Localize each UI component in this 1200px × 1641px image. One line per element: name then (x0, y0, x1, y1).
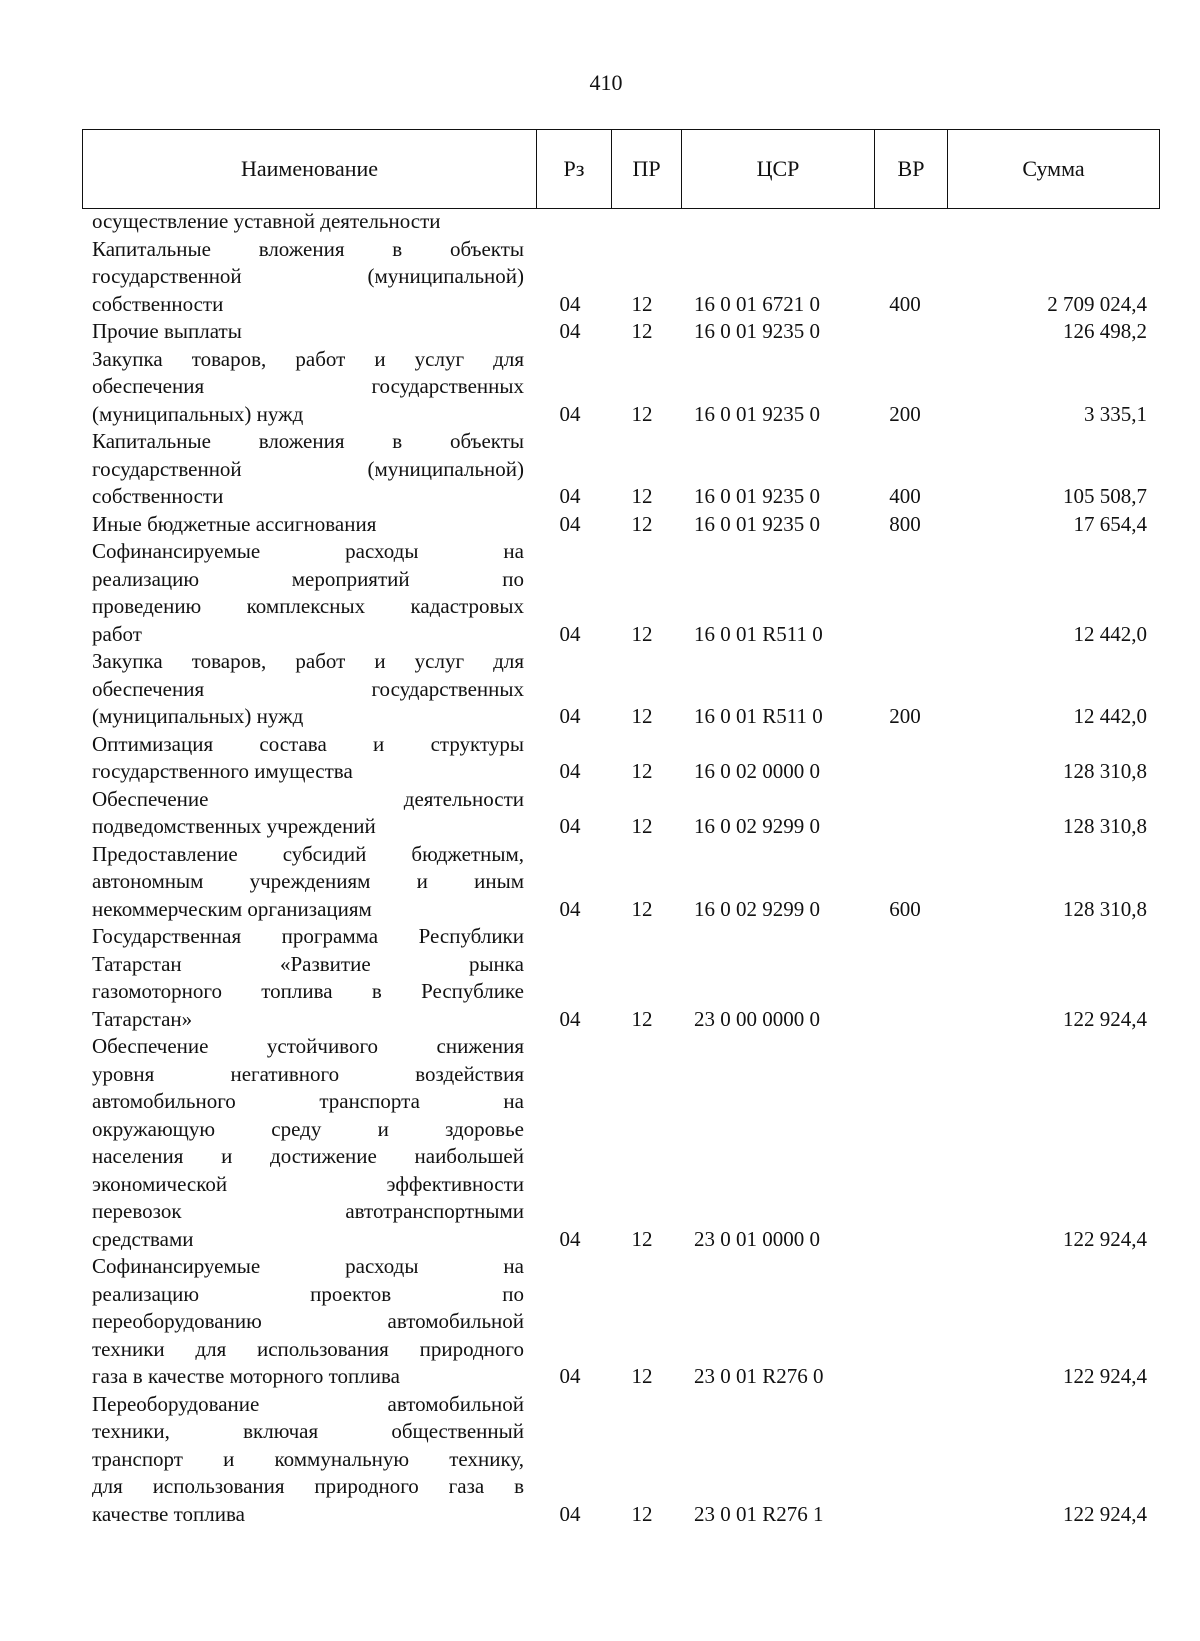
header-name: Наименование (83, 130, 537, 208)
row-name-line: Закупка товаров, работ и услуг для (92, 649, 524, 673)
row-csr: 16 0 02 9299 0 (694, 814, 820, 838)
row-name-line: Оптимизация состава и структуры (92, 731, 524, 756)
page-number: 410 (589, 70, 623, 95)
row-vr: 800 (889, 511, 921, 536)
row-name-line: обеспечения государственных (92, 374, 524, 398)
row-csr: 16 0 01 9235 0 (694, 319, 820, 343)
table-header (82, 129, 1160, 209)
row-sum: 128 310,8 (1063, 896, 1147, 921)
table-row (0, 346, 1200, 429)
row-vr: 200 (889, 401, 921, 426)
row-sum: 128 310,8 (1063, 759, 1147, 783)
row-sum: 122 924,4 (1063, 1006, 1147, 1031)
row-pr: 12 (631, 896, 653, 921)
row-name-line: техники, включая общественный (92, 1419, 524, 1443)
row-rz: 04 (559, 704, 581, 728)
row-name (92, 318, 524, 346)
table-row (0, 1391, 1200, 1529)
row-name-line: автомобильного транспорта на (92, 1089, 524, 1113)
row-rz: 04 (559, 814, 581, 838)
row-name-line: Государственная программа Республики (92, 924, 524, 948)
table-row (0, 511, 1200, 539)
row-name-line: Обеспечение устойчивого снижения (92, 1034, 524, 1058)
row-pr: 12 (631, 319, 653, 343)
header-pr: ПР (612, 130, 682, 208)
row-name (92, 1391, 524, 1529)
row-sum: 17 654,4 (1073, 511, 1147, 536)
table-row (0, 538, 1200, 648)
row-rz: 04 (559, 1501, 581, 1526)
table-row (0, 731, 1200, 786)
row-csr: 23 0 00 0000 0 (694, 1006, 820, 1031)
row-name-line: автономным учреждениям и иным (92, 869, 524, 893)
table-row (0, 1253, 1200, 1391)
row-pr: 12 (631, 484, 653, 508)
row-name-line: окружающую среду и здоровье (92, 1116, 524, 1141)
row-name-line: переоборудованию автомобильной (92, 1309, 524, 1333)
row-name-line: подведомственных учреждений (92, 814, 376, 838)
row-csr: 23 0 01 R276 1 (694, 1501, 824, 1526)
row-name-line: государственной (муниципальной) (92, 456, 524, 481)
row-name-line: обеспечения государственных (92, 676, 524, 701)
row-csr: 16 0 01 9235 0 (694, 484, 820, 508)
row-name-line: Обеспечение деятельности (92, 786, 524, 811)
row-name-line: качестве топлива (92, 1501, 245, 1526)
row-name-line: Предоставление субсидий бюджетным, (92, 841, 524, 866)
row-name-line: населения и достижение наибольшей (92, 1144, 524, 1168)
row-sum: 12 442,0 (1073, 704, 1147, 728)
row-name (92, 1033, 524, 1253)
row-pr: 12 (631, 1006, 653, 1031)
row-name-line: Иные бюджетные ассигнования (92, 511, 377, 536)
row-pr: 12 (631, 621, 653, 646)
row-name-line: (муниципальных) нужд (92, 704, 304, 728)
row-rz: 04 (559, 401, 581, 426)
row-csr: 16 0 01 9235 0 (694, 511, 820, 536)
row-name-line: некоммерческим организациям (92, 896, 372, 921)
row-csr: 16 0 02 0000 0 (694, 759, 820, 783)
row-csr: 16 0 01 9235 0 (694, 401, 820, 426)
row-name-line: работ (92, 621, 142, 646)
row-vr: 400 (889, 291, 921, 316)
row-name-line: газомоторного топлива в Республике (92, 979, 524, 1003)
table-row (0, 786, 1200, 841)
row-sum: 126 498,2 (1063, 319, 1147, 343)
row-name-line: осуществление уставной деятельности (92, 209, 441, 233)
row-name-line: Татарстан «Развитие рынка (92, 951, 524, 976)
row-name-line: средствами (92, 1226, 194, 1251)
header-csr: ЦСР (682, 130, 875, 208)
header-vr: ВР (875, 130, 948, 208)
row-name-line: Софинансируемые расходы на (92, 1254, 524, 1278)
row-name (92, 428, 524, 511)
row-name (92, 786, 524, 841)
row-csr: 16 0 01 6721 0 (694, 291, 820, 316)
row-name-line: экономической эффективности (92, 1171, 524, 1196)
table-row (0, 236, 1200, 319)
row-sum: 2 709 024,4 (1047, 291, 1147, 316)
row-csr: 16 0 01 R511 0 (694, 704, 823, 728)
row-pr: 12 (631, 291, 653, 316)
row-rz: 04 (559, 1364, 581, 1388)
row-name (92, 511, 524, 539)
header-sum: Сумма (1022, 156, 1085, 181)
row-name-line: Капитальные вложения в объекты (92, 429, 524, 453)
row-vr: 600 (889, 896, 921, 921)
row-rz: 04 (559, 511, 581, 536)
table-row (0, 318, 1200, 346)
row-rz: 04 (559, 621, 581, 646)
row-name (92, 346, 524, 429)
row-name-line: транспорт и коммунальную технику, (92, 1446, 524, 1471)
row-rz: 04 (559, 759, 581, 783)
row-name (92, 1253, 524, 1391)
row-name-line: проведению комплексных кадастровых (92, 594, 524, 618)
row-name-line: государственного имущества (92, 759, 353, 783)
row-name (92, 236, 524, 319)
row-name-line: Прочие выплаты (92, 319, 242, 343)
row-name-line: реализацию проектов по (92, 1281, 524, 1306)
row-pr: 12 (631, 401, 653, 426)
row-name-line: газа в качестве моторного топлива (92, 1364, 400, 1388)
row-name-line: Переоборудование автомобильной (92, 1391, 524, 1416)
row-name (92, 841, 524, 924)
row-name-line: уровня негативного воздействия (92, 1061, 524, 1086)
row-name (92, 538, 524, 648)
row-name-line: реализацию мероприятий по (92, 566, 524, 591)
row-name (92, 923, 524, 1033)
row-sum: 12 442,0 (1073, 621, 1147, 646)
row-pr: 12 (631, 511, 653, 536)
table-row (0, 428, 1200, 511)
table-row (0, 1033, 1200, 1253)
row-name-line: (муниципальных) нужд (92, 401, 304, 426)
row-rz: 04 (559, 1006, 581, 1031)
row-sum: 3 335,1 (1084, 401, 1147, 426)
row-name-line: собственности (92, 484, 224, 508)
row-pr: 12 (631, 759, 653, 783)
table-row (0, 648, 1200, 731)
row-name (92, 731, 524, 786)
row-rz: 04 (559, 896, 581, 921)
row-name-line: Татарстан» (92, 1006, 193, 1031)
row-csr: 23 0 01 R276 0 (694, 1364, 824, 1388)
table-row (0, 208, 1200, 236)
row-name-line: для использования природного газа в (92, 1474, 524, 1498)
row-rz: 04 (559, 319, 581, 343)
header-rz: Рз (537, 130, 612, 208)
row-pr: 12 (631, 704, 653, 728)
row-name-line: Капитальные вложения в объекты (92, 236, 524, 261)
row-name (92, 648, 524, 731)
row-name-line: Закупка товаров, работ и услуг для (92, 346, 524, 371)
row-csr: 16 0 01 R511 0 (694, 621, 823, 646)
row-csr: 23 0 01 0000 0 (694, 1226, 820, 1251)
row-rz: 04 (559, 484, 581, 508)
row-vr: 400 (889, 484, 921, 508)
row-pr: 12 (631, 1226, 653, 1251)
row-name-line: собственности (92, 291, 224, 316)
row-pr: 12 (631, 814, 653, 838)
row-sum: 122 924,4 (1063, 1501, 1147, 1526)
row-sum: 122 924,4 (1063, 1226, 1147, 1251)
row-sum: 122 924,4 (1063, 1364, 1147, 1388)
row-name (92, 208, 524, 236)
row-name-line: государственной (муниципальной) (92, 264, 524, 288)
row-name-line: Софинансируемые расходы на (92, 539, 524, 563)
row-pr: 12 (631, 1364, 653, 1388)
row-sum: 128 310,8 (1063, 814, 1147, 838)
row-rz: 04 (559, 1226, 581, 1251)
row-vr: 200 (889, 704, 921, 728)
row-name-line: техники для использования природного (92, 1336, 524, 1361)
table-row (0, 923, 1200, 1033)
row-sum: 105 508,7 (1063, 484, 1147, 508)
row-pr: 12 (631, 1501, 653, 1526)
row-rz: 04 (559, 291, 581, 316)
table-row (0, 841, 1200, 924)
row-csr: 16 0 02 9299 0 (694, 896, 820, 921)
row-name-line: перевозок автотранспортными (92, 1199, 524, 1223)
